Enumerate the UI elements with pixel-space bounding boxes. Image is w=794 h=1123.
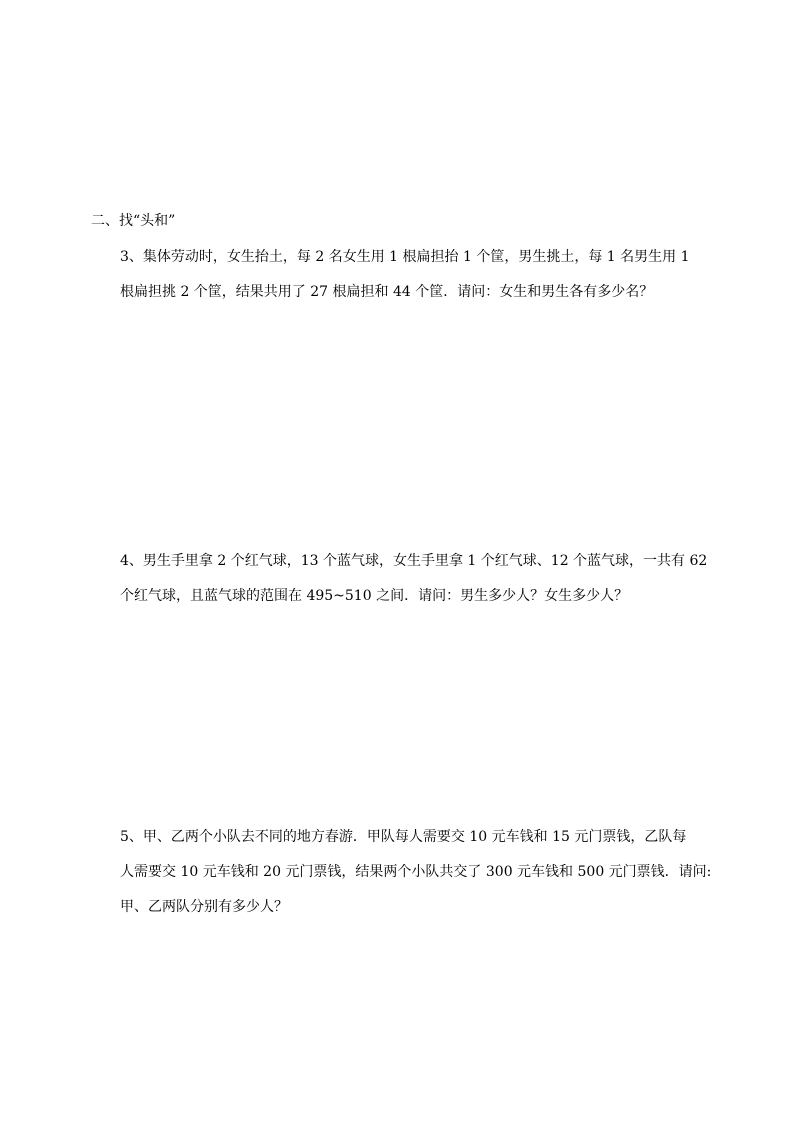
problem-5-line-1: 5、甲、乙两个小队去不同的地方春游．甲队每人需要交 10 元车钱和 15 元门票钱，乙队每 (120, 829, 687, 845)
problem-3-line-2: 根扁担挑 2 个筐，结果共用了 27 根扁担和 44 个筐．请问：女生和男生各有多少名？ (120, 284, 654, 300)
problem-5-line-2: 人需要交 10 元车钱和 20 元门票钱，结果两个小队共交了 300 元车钱和 500 元门票钱．请问: (120, 864, 712, 880)
problem-4-line-2: 个红气球，且蓝气球的范围在 495~510 之间．请问：男生多少人？女生多少人？ (120, 588, 629, 604)
problem-4-line-1: 4、男生手里拿 2 个红气球，13 个蓝气球，女生手里拿 1 个红气球、12 个蓝气球，一共有 62 (120, 553, 708, 569)
problem-5-line-3: 甲、乙两队分别有多少人？ (120, 899, 288, 915)
problem-4 (120, 544, 708, 614)
section-heading: 二、找“头和” (91, 213, 176, 229)
problem-3 (120, 240, 690, 310)
problem-3-line-1: 3、集体劳动时，女生抬土，每 2 名女生用 1 根扁担抬 1 个筐，男生挑土，每 1 名男生用 1 (120, 249, 690, 265)
problem-5 (120, 820, 712, 925)
